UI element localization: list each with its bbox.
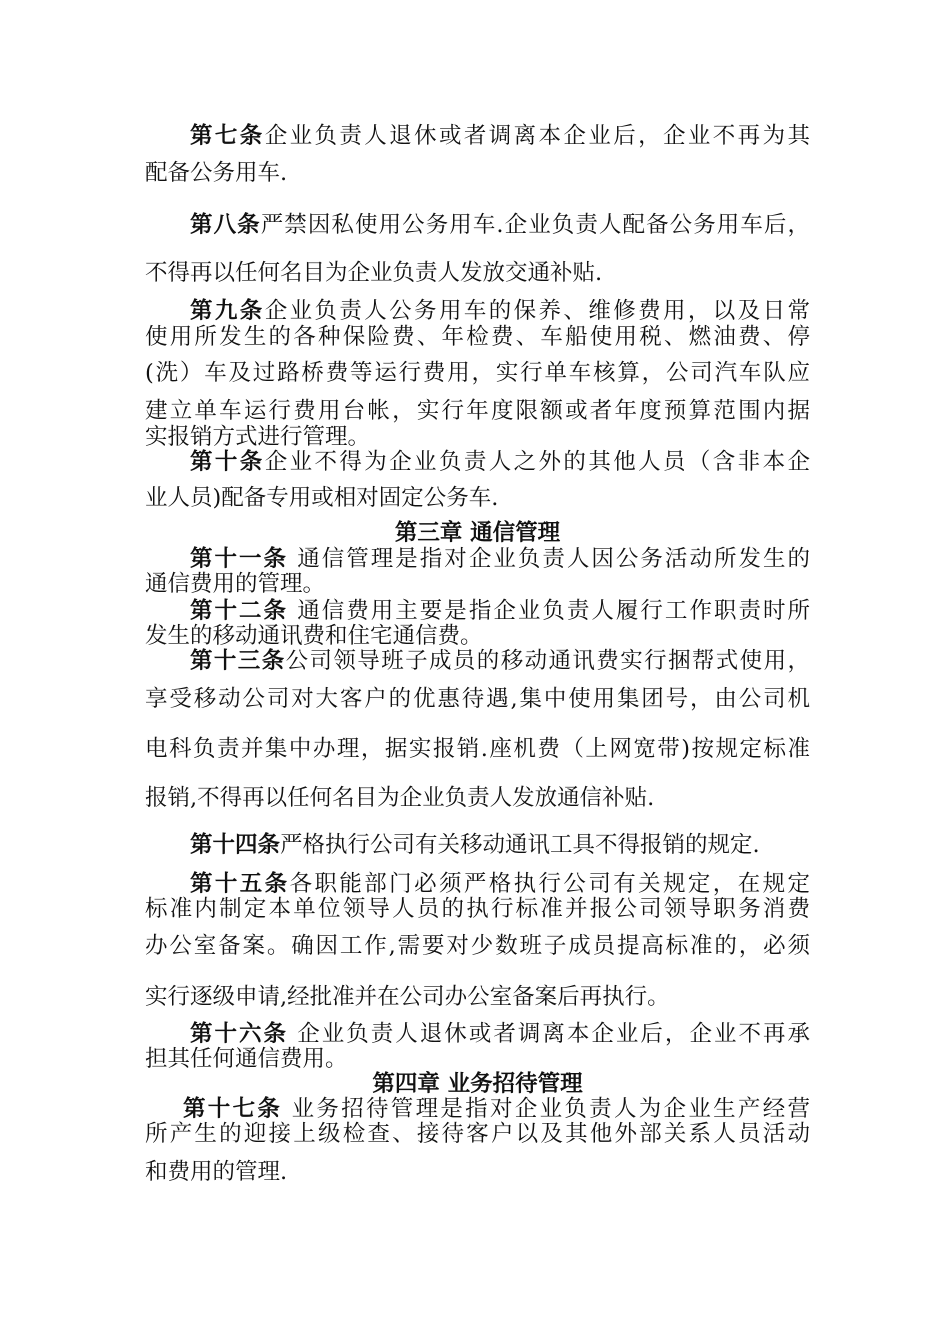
chapter-3-heading: 第三章 通信管理	[394, 520, 561, 546]
article-11-label: 第十一条	[190, 546, 289, 572]
article-8-line-2: 不得再以任何名目为企业负责人发放交通补贴.	[145, 260, 603, 286]
article-14-label: 第十四条	[190, 832, 281, 858]
chapter-4-heading: 第四章 业务招待管理	[372, 1071, 583, 1097]
article-13-line-4: 报销,不得再以任何名目为企业负责人发放通信补贴.	[145, 785, 655, 811]
article-15-line-1: 第十五条各职能部门必须严格执行公司有关规定，在规定	[190, 871, 810, 897]
article-11-line-1: 第十一条 通信管理是指对企业负责人因公务活动所发生的	[190, 546, 810, 572]
article-9-line-3: (洗）车及过路桥费等运行费用，实行单车核算，公司汽车队应	[145, 360, 810, 386]
article-9-label: 第九条	[190, 298, 265, 324]
article-16-label: 第十六条	[190, 1021, 289, 1047]
article-10-line-2: 业人员)配备专用或相对固定公务车.	[145, 485, 499, 511]
article-9-line-2: 使用所发生的各种保险费、年检费、车船使用税、燃油费、停	[145, 324, 810, 350]
article-11-line-2: 通信费用的管理。	[145, 571, 326, 597]
article-12-line-2: 发生的移动通讯费和住宅通信费。	[145, 623, 483, 649]
article-16-line-2: 担其任何通信费用。	[145, 1046, 348, 1072]
article-16-line-1: 第十六条 企业负责人退休或者调离本企业后，企业不再承	[190, 1021, 810, 1047]
article-8-label: 第八条	[190, 212, 261, 238]
article-8-line-1: 第八条严禁因私使用公务用车.企业负责人配备公务用车后，	[190, 212, 810, 238]
article-15-label: 第十五条	[190, 871, 290, 897]
article-15-line-2: 标准内制定本单位领导人员的执行标准并报公司领导职务消费	[145, 896, 810, 922]
article-13-label: 第十三条	[190, 648, 286, 674]
article-13-line-1: 第十三条公司领导班子成员的移动通讯费实行捆帮式使用，	[190, 648, 810, 674]
article-13-line-3: 电科负责并集中办理，据实报销.座机费（上网宽带)按规定标准	[145, 736, 810, 762]
article-17-label: 第十七条	[183, 1096, 283, 1122]
article-9-line-5: 实报销方式进行管理。	[145, 424, 371, 450]
article-17-line-3: 和费用的管理.	[145, 1159, 288, 1185]
article-17-line-2: 所产生的迎接上级检查、接待客户以及其他外部关系人员活动	[145, 1121, 810, 1147]
article-7-line-1: 第七条企业负责人退休或者调离本企业后，企业不再为其	[190, 123, 810, 149]
article-10-line-1: 第十条企业不得为企业负责人之外的其他人员（含非本企	[190, 449, 810, 475]
article-14-line-1: 第十四条严格执行公司有关移动通讯工具不得报销的规定.	[190, 832, 760, 858]
article-9-line-4: 建立单车运行费用台帐，实行年度限额或者年度预算范围内据	[145, 398, 810, 424]
article-7-label: 第七条	[190, 123, 265, 149]
article-7-line-2: 配备公务用车.	[145, 160, 288, 186]
article-9-line-1: 第九条企业负责人公务用车的保养、维修费用，以及日常	[190, 298, 810, 324]
article-15-line-3: 办公室备案。确因工作,需要对少数班子成员提高标准的，必须	[145, 933, 810, 959]
article-10-label: 第十条	[190, 449, 265, 475]
article-12-line-1: 第十二条 通信费用主要是指企业负责人履行工作职责时所	[190, 598, 810, 624]
article-15-line-4: 实行逐级申请,经批准并在公司办公室备案后再执行。	[145, 984, 670, 1010]
article-17-line-1: 第十七条 业务招待管理是指对企业负责人为企业生产经营	[183, 1096, 810, 1122]
article-13-line-2: 享受移动公司对大客户的优惠待遇,集中使用集团号，由公司机	[145, 686, 810, 712]
article-12-label: 第十二条	[190, 598, 289, 624]
